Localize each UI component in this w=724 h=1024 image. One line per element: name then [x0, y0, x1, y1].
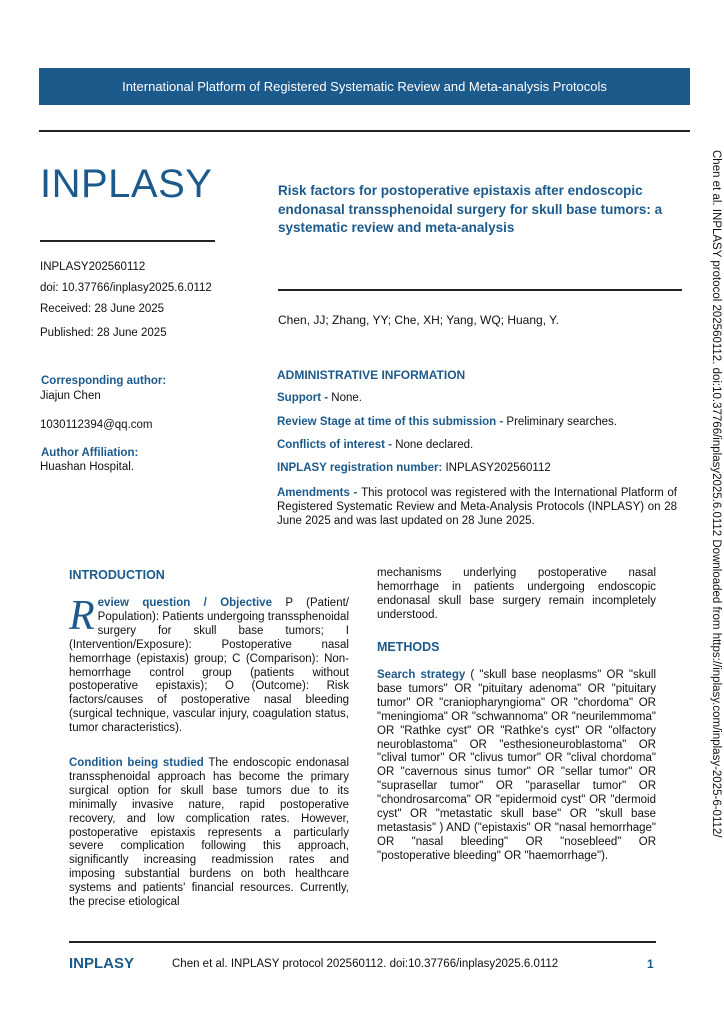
regnum-value: INPLASY202560112	[445, 462, 551, 474]
page-number: 1	[647, 957, 654, 971]
conflicts-value: None declared.	[395, 439, 474, 451]
condition-continued: mechanisms underlying postoperative nasal hemorrhage in patients undergoing endoscopic endonasal skull base surgery remain incompletely understood.	[377, 567, 656, 621]
corresponding-label: Corresponding author:	[41, 375, 167, 387]
regnum-line	[277, 461, 677, 475]
condition-paragraph	[69, 757, 349, 910]
regnum-label: INPLASY registration number:	[277, 462, 446, 474]
support-line	[277, 391, 677, 405]
corresponding-email[interactable]: 1030112394@qq.com	[40, 419, 153, 431]
stage-label: Review Stage at time of this submission -	[277, 416, 507, 428]
conflicts-line	[277, 438, 677, 452]
amendments-value: This protocol was registered with the International Platform of Registered Systematic Review and Meta-Analysis Protocols (INPLASY) on 28 June 2025 and was last updated on 28 June 2025.	[277, 487, 677, 527]
condition-label: Condition being studied	[69, 757, 204, 769]
corresponding-name: Jiajun Chen	[40, 390, 101, 402]
methods-heading: METHODS	[377, 640, 440, 654]
header-divider	[39, 130, 690, 132]
inplasy-logo: INPLASY	[40, 162, 213, 206]
admin-heading: ADMINISTRATIVE INFORMATION	[277, 368, 466, 382]
introduction-heading: INTRODUCTION	[69, 568, 165, 582]
affiliation-value: Huashan Hospital.	[40, 461, 134, 473]
title-divider	[278, 289, 682, 291]
review-question-paragraph	[69, 593, 349, 736]
amendments-paragraph	[277, 486, 677, 528]
review-question-label: eview question / Objective	[97, 597, 272, 609]
footer-divider	[69, 941, 656, 943]
article-title: Risk factors for postoperative epistaxis after endoscopic endonasal transsphenoidal surgery for skull base tumors: a systematic review and meta-analysis	[278, 183, 663, 235]
side-download-note: Chen et al. INPLASY protocol 202560112. doi:10.37766/inplasy2025.6.0112 Downloaded from https://inplasy.com/inplasy-2025-6-0112/	[710, 150, 722, 838]
logo-divider	[40, 240, 215, 242]
review-question-text: P (Patient/ Population): Patients undergoing transsphenoidal surgery for skull base tumors; I (Intervention/Exposure): Postoperative nasal hemorrhage (epistaxis) group; C (Comparison): Non-hemorrhage control group (patients without postoperative epistaxis); O (Outcome): Risk factors/causes of postoperative nasal bleeding (surgical technique, vascular injury, coagulation status, tumor characteristics).	[69, 597, 349, 735]
amendments-label: Amendments -	[277, 487, 362, 499]
search-strategy-paragraph	[377, 669, 656, 864]
stage-line	[277, 415, 677, 429]
author-list: Chen, JJ; Zhang, YY; Che, XH; Yang, WQ; Huang, Y.	[278, 313, 559, 327]
footer-logo: INPLASY	[69, 955, 135, 972]
footer-citation: Chen et al. INPLASY protocol 202560112. doi:10.37766/inplasy2025.6.0112	[172, 958, 559, 970]
affiliation-label: Author Affiliation:	[41, 447, 139, 459]
support-value: None.	[331, 392, 362, 404]
registration-id: INPLASY202560112	[40, 261, 146, 273]
doi-link[interactable]: doi: 10.37766/inplasy2025.6.0112	[40, 282, 212, 294]
search-strategy-text: ( "skull base neoplasms" OR "skull base tumors" OR "pituitary adenoma" OR "pituitary tumor" OR "craniopharyngioma" OR "chordoma" OR "meningioma" OR "schwannoma" OR "neurilemmoma" OR "Rathke cyst" OR "Rathke's cyst" OR "olfactory neuroblastoma" OR "esthesioneuroblastoma" OR "clival tumor" OR "clivus tumor" OR "clival chordoma" OR "cavernous sinus tumor" OR "sellar tumor" OR "suprasellar tumor" OR "parasellar tumor" OR "chondrosarcoma" OR "epidermoid cyst" OR "dermoid cyst" OR "metastatic skull base" OR "skull base metastasis" ) AND ("epistaxis" OR "nasal hemorrhage" OR "nasal bleeding" OR "nosebleed" OR "postoperative bleeding" OR "haemorrhage").	[377, 669, 657, 862]
stage-value: Preliminary searches.	[506, 416, 617, 428]
banner-text: International Platform of Registered Systematic Review and Meta-analysis Protocols	[122, 79, 607, 94]
drop-cap: R	[69, 593, 95, 639]
support-label: Support -	[277, 392, 332, 404]
conflicts-label: Conflicts of interest -	[277, 439, 396, 451]
journal-banner	[39, 68, 690, 105]
published-date: Published: 28 June 2025	[40, 327, 167, 339]
condition-text: The endoscopic endonasal transsphenoidal approach has become the primary surgical option for skull base tumors due to its minimally invasive nature, rapid postoperative recovery, and low complication rates. However, postoperative epistaxis represents a particularly severe complication following this approach, significantly increasing readmission rates and imposing substantial burdens on both healthcare systems and patients' financial resources. Currently, the precise etiological	[69, 757, 350, 909]
received-date: Received: 28 June 2025	[40, 303, 165, 315]
search-strategy-label: Search strategy	[377, 669, 466, 681]
